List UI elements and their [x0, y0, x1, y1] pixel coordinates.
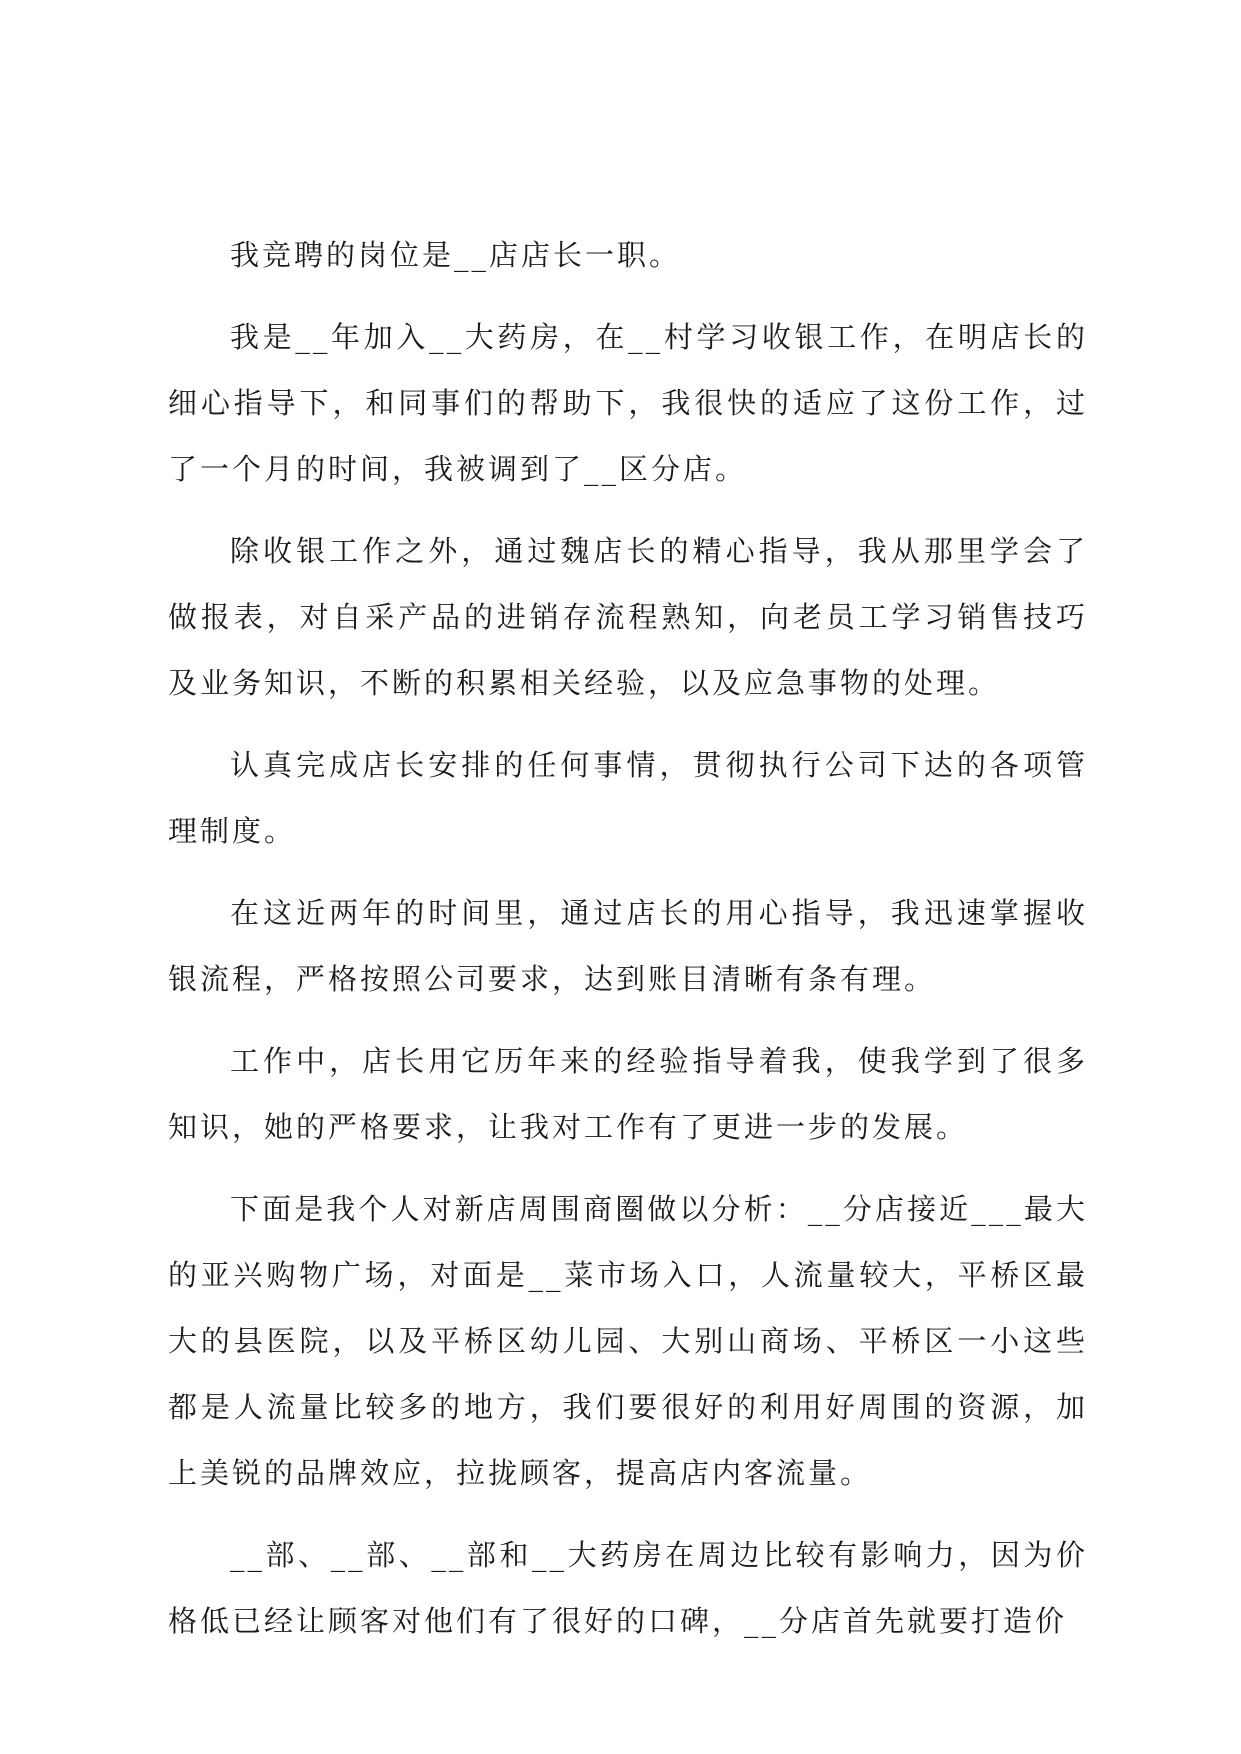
paragraph: 我是__年加入__大药房，在__村学习收银工作，在明店长的细心指导下，和同事们的帮助下，我很快的适应了这份工作，过了一个月的时间，我被调到了__区分店。 — [168, 320, 1088, 486]
paragraph: __部、__部、__部和__大药房在周边比较有影响力，因为价格低已经让顾客对他们有了很好的口碑，__分店首先就要打造价 — [168, 1538, 1088, 1638]
paragraph: 我竞聘的岗位是__店店长一职。 — [230, 238, 682, 272]
paragraph: 除收银工作之外，通过魏店长的精心指导，我从那里学会了做报表，对自采产品的进销存流程熟知，向老员工学习销售技巧及业务知识，不断的积累相关经验，以及应急事物的处理。 — [168, 534, 1088, 700]
document-body — [168, 222, 1088, 1670]
paragraph: 工作中，店长用它历年来的经验指导着我，使我学到了很多知识，她的严格要求，让我对工作有了更进一步的发展。 — [168, 1044, 1088, 1144]
paragraph: 认真完成店长安排的任何事情，贯彻执行公司下达的各项管理制度。 — [168, 748, 1088, 848]
paragraph: 下面是我个人对新店周围商圈做以分析：__分店接近___最大的亚兴购物广场，对面是__菜市场入口，人流量较大，平桥区最大的县医院，以及平桥区幼儿园、大别山商场、平桥区一小这些都是人流量比较多的地方，我们要很好的利用好周围的资源，加上美锐的品牌效应，拉拢顾客，提高店内客流量。 — [168, 1192, 1088, 1490]
paragraph: 在这近两年的时间里，通过店长的用心指导，我迅速掌握收银流程，严格按照公司要求，达到账目清晰有条有理。 — [168, 896, 1088, 996]
